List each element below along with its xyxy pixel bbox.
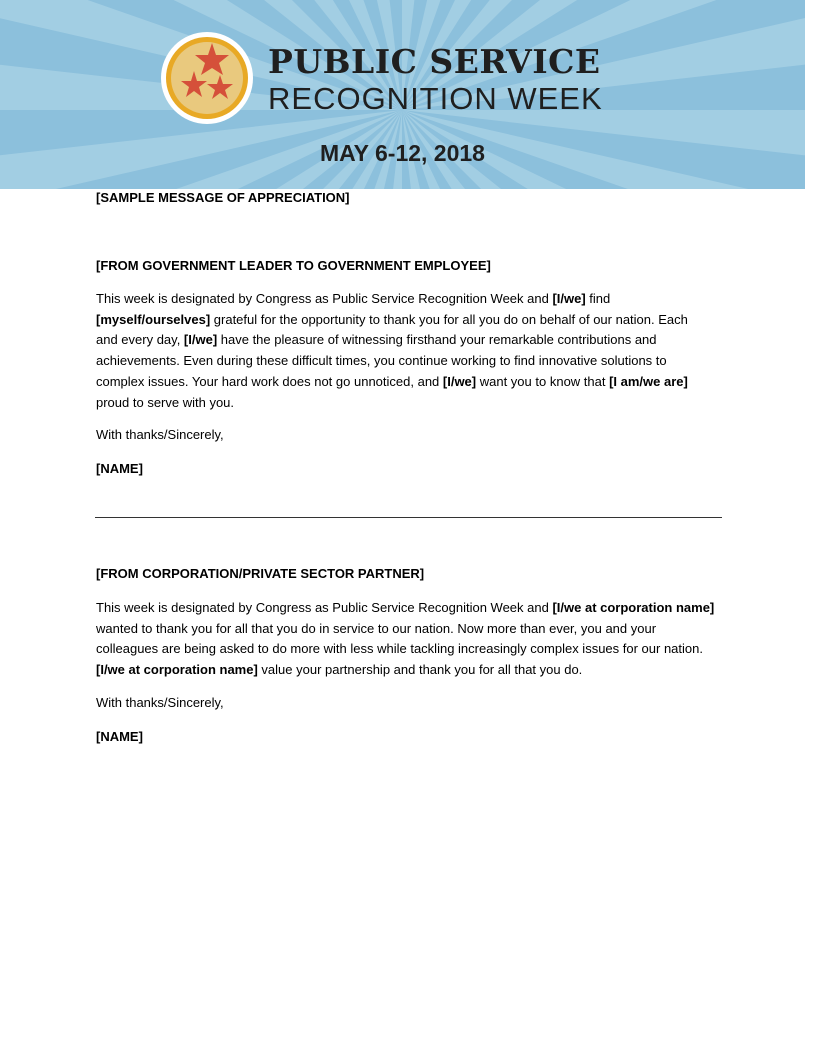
- placeholder-text: [I/we]: [442, 373, 477, 389]
- paragraph-line: [96, 289, 688, 310]
- placeholder-text: [I/we]: [552, 291, 586, 306]
- placeholder-text: [I/we at corporation name]: [552, 600, 715, 615]
- text-run: This week is designated by Congress as Public Service Recognition Week and: [96, 291, 553, 306]
- corporation-signature-name: [NAME]: [96, 729, 143, 744]
- banner-title-recognition-week: RECOGNITION WEEK: [268, 81, 603, 116]
- paragraph-line: [96, 310, 688, 331]
- text-run: grateful for the opportunity to thank you for all you do on behalf of our nation. Each: [210, 311, 688, 327]
- paragraph-line: [96, 330, 688, 351]
- paragraph-line: [96, 372, 688, 393]
- banner-dates: MAY 6-12, 2018: [320, 140, 485, 166]
- placeholder-text: [myself/ourselves]: [96, 311, 211, 327]
- header-banner: [0, 0, 805, 189]
- placeholder-text: [I/we at corporation name]: [96, 662, 258, 678]
- text-run: complex issues. Your hard work does not go unnoticed, and: [96, 373, 443, 389]
- placeholder-text: [I am/we are]: [609, 373, 688, 389]
- paragraph-line: [96, 660, 714, 681]
- three-stars-badge-icon: [160, 31, 254, 125]
- placeholder-text: [I/we]: [183, 332, 218, 348]
- corporation-closing: With thanks/Sincerely,: [96, 695, 224, 710]
- paragraph-line: proud to serve with you.: [96, 394, 235, 410]
- text-run: and every day,: [96, 332, 184, 348]
- banner-title-public-service: PUBLIC SERVICE: [268, 42, 601, 81]
- corporation-message-paragraph: [96, 598, 714, 681]
- paragraph-line: [96, 598, 714, 619]
- government-section-heading: [FROM GOVERNMENT LEADER TO GOVERNMENT EMPLOYEE]: [96, 258, 491, 273]
- text-run: value your partnership and thank you for all that you do.: [257, 662, 583, 678]
- government-message-paragraph: [96, 289, 688, 413]
- paragraph-line: achievements. Even during these difficult times, you continue working to find innovative solutions to: [96, 353, 667, 369]
- corporation-section-heading: [FROM CORPORATION/PRIVATE SECTOR PARTNER]: [96, 566, 425, 581]
- paragraph-line: colleagues are being asked to do more with less while tackling increasingly complex issues for our nation.: [96, 641, 703, 657]
- text-run: This week is designated by Congress as Public Service Recognition Week and: [96, 600, 553, 615]
- text-run: have the pleasure of witnessing firsthand your remarkable contributions and: [217, 332, 657, 348]
- paragraph-line: wanted to thank you for all that you do in service to our nation. Now more than ever, you and your: [96, 620, 657, 636]
- section-divider: [95, 517, 722, 518]
- government-closing: With thanks/Sincerely,: [96, 427, 224, 442]
- text-run: want you to know that: [476, 373, 610, 389]
- text-run: find: [585, 291, 611, 306]
- sample-message-heading: [SAMPLE MESSAGE OF APPRECIATION]: [96, 190, 350, 205]
- government-signature-name: [NAME]: [96, 461, 143, 476]
